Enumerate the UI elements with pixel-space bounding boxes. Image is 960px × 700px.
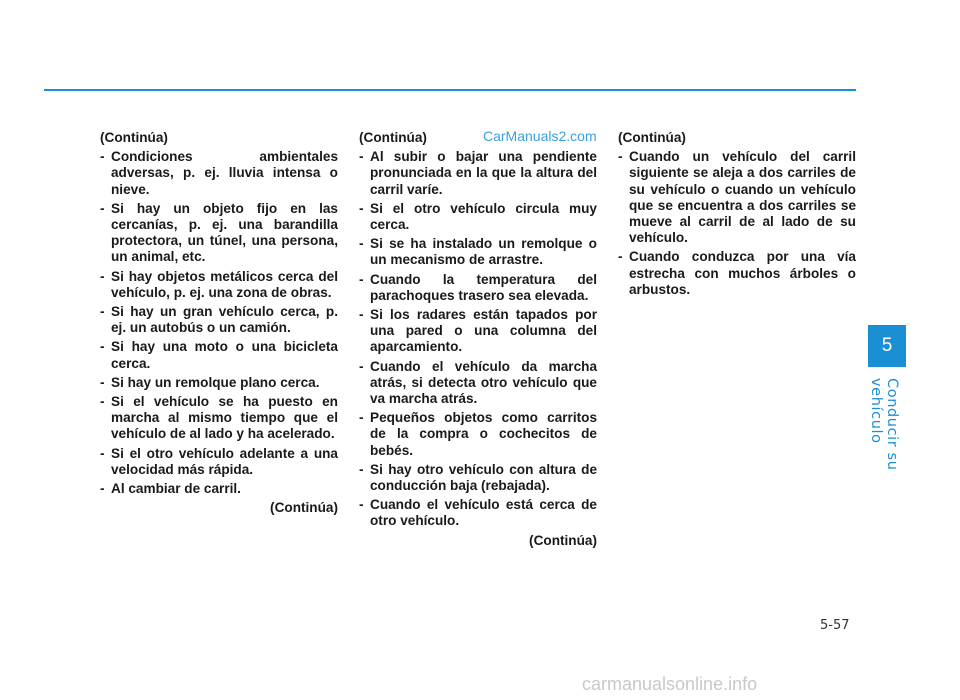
footer-watermark: carmanualsonline.info [582, 674, 758, 694]
bullet-list [100, 149, 338, 497]
text-column-1 [100, 130, 338, 516]
dash-marker: - [359, 358, 364, 374]
dash-marker: - [100, 268, 105, 284]
text-column-3 [618, 130, 856, 301]
text-column-2 [359, 130, 597, 549]
list-item: - Si hay un remolque plano cerca. [100, 374, 320, 390]
list-item: - Si hay una moto o una bicicleta cerca. [100, 339, 338, 371]
list-item: - Si el otro vehículo circula muy cerca. [359, 200, 597, 233]
dash-marker: - [618, 249, 623, 265]
list-item: - Al cambiar de carril. [100, 481, 241, 497]
dash-marker: - [100, 394, 105, 410]
list-item: - Si los radares están tapados por una pared o una columna del aparcamiento. [359, 307, 597, 355]
list-item: - Cuando la temperatura del parachoques trasero sea elevada. [359, 271, 597, 303]
dash-marker: - [359, 236, 364, 252]
list-item: - Si hay otro vehículo con altura de conducción baja (rebajada). [359, 461, 597, 494]
bullet-list [359, 149, 597, 529]
dash-marker: - [359, 497, 364, 513]
dash-marker: - [100, 200, 105, 216]
chapter-title: Conducir su vehículo [868, 378, 900, 471]
list-item: - Si hay un objeto fijo en las cercanías, p. ej. una barandilla protectora, un túnel, una persona, un animal, etc. [100, 200, 338, 265]
dash-marker: - [359, 200, 364, 216]
column-continues-label: (Continúa) [270, 500, 338, 516]
chapter-number-tab: 5 [868, 325, 906, 367]
list-item: - Al subir o bajar una pendiente pronunciada en la que la altura del carril varíe. [359, 149, 597, 197]
dash-marker: - [100, 445, 105, 461]
page-number: 5-57 [820, 618, 850, 633]
dash-marker: - [359, 307, 364, 323]
dash-marker: - [100, 304, 105, 320]
dash-marker: - [100, 481, 105, 497]
dash-marker: - [100, 149, 105, 165]
dash-marker: - [100, 374, 105, 390]
list-item: - Condiciones ambientales adversas, p. ej. lluvia intensa o nieve. [100, 149, 338, 197]
dash-marker: - [359, 410, 364, 426]
list-item: - Si hay objetos metálicos cerca del vehículo, p. ej. una zona de obras. [100, 268, 338, 300]
dash-marker: - [359, 461, 364, 477]
list-item: - Cuando un vehículo del carril siguiente se aleja a dos carriles de su vehículo o cuando un vehículo que se encuentra a dos carriles se mueve al carril de al lado de su vehículo. [618, 149, 856, 246]
list-item: - Cuando el vehículo da marcha atrás, si detecta otro vehículo que va marcha atrás. [359, 358, 597, 407]
column-continues-label: (Continúa) [529, 532, 597, 548]
list-item: - Cuando el vehículo está cerca de otro vehículo. [359, 497, 597, 529]
dash-marker: - [359, 271, 364, 287]
list-item: - Si el otro vehículo adelante a una velocidad más rápida. [100, 445, 338, 477]
watermark-link[interactable]: CarManuals2.com [483, 128, 597, 144]
list-item: - Si el vehículo se ha puesto en marcha al mismo tiempo que el vehículo de al lado y ha acelerado. [100, 394, 338, 442]
header-rule [44, 89, 856, 91]
dash-marker: - [359, 149, 364, 165]
list-item: - Si hay un gran vehículo cerca, p. ej. un autobús o un camión. [100, 304, 338, 336]
bullet-list [618, 149, 856, 298]
column-heading: (Continúa) [100, 130, 168, 145]
list-item: - Cuando conduzca por una vía estrecha con muchos árboles o arbustos. [618, 249, 856, 297]
column-heading: (Continúa) [618, 130, 686, 145]
list-item: - Si se ha instalado un remolque o un mecanismo de arrastre. [359, 236, 597, 268]
list-item: - Pequeños objetos como carritos de la compra o cochecitos de bebés. [359, 410, 597, 458]
column-heading: (Continúa) [359, 130, 427, 145]
dash-marker: - [100, 339, 105, 355]
dash-marker: - [618, 149, 623, 165]
